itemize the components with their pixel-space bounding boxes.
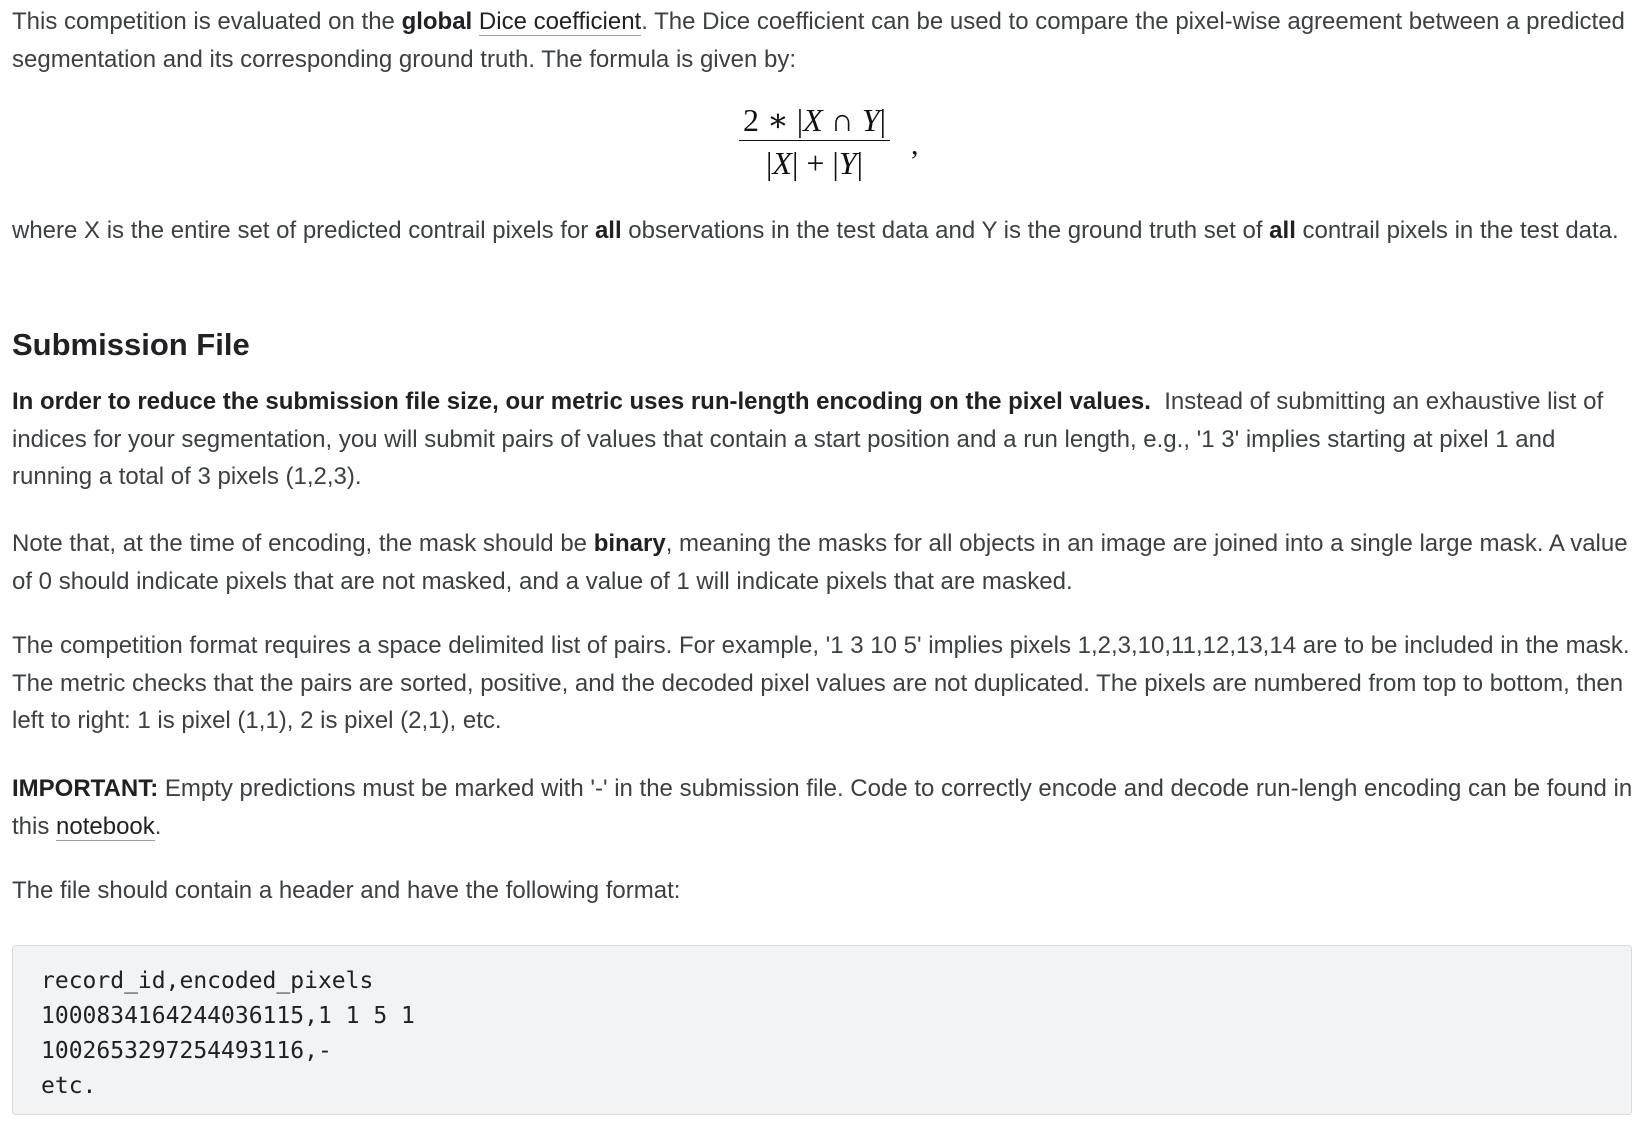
rle-paragraph [12,383,1634,496]
formula-fraction [739,100,890,183]
important-label: IMPORTANT: [12,775,159,802]
formula-num-coef: 2 ∗ | [743,102,804,138]
rle-text: Instead of submitting an exhaustive list of indices for your segmentation, you will submit pairs of values that contain a start position and a run length, e.g., '1 3' implies starting at pixel 1 and running a total of 3 pixels (1,2,3). [12,388,1604,490]
code-line: record_id,encoded_pixels [41,968,374,994]
formula-num-x: X [803,102,823,138]
format-paragraph: The competition format requires a space delimited list of pairs. For example, '1 3 10 5' implies pixels 1,2,3,10,11,12,13,14 are to be included in the mask. The metric checks that the pairs are sorted, positive, and the decoded pixel values are not duplicated. The pixels are numbered from top to bottom, then left to right: 1 is pixel (1,1), 2 is pixel (2,1), etc. [12,632,1630,734]
code-line: etc. [41,1073,97,1099]
binary-mask-paragraph [12,525,1634,600]
formula-comma: , [911,128,919,161]
where-paragraph [12,212,1619,250]
formula-den-x: X [772,145,792,181]
rle-bold-lead: In order to reduce the submission file size, our metric uses run-length encoding on the pixel values. [12,388,1151,415]
important-paragraph [12,770,1634,845]
where-bold-all-2: all [1269,217,1296,244]
formula-den-open: | [766,145,773,181]
formula-num-y: Y [861,102,880,138]
notebook-link[interactable]: notebook [56,812,155,840]
where-bold-all-1: all [594,217,622,244]
header-format-paragraph: The file should contain a header and have the following format: [12,877,681,904]
dice-formula [739,100,919,190]
important-text-2: . [154,812,162,840]
dice-coefficient-link[interactable]: Dice coefficient [478,8,642,35]
code-block [12,945,1632,1115]
intro-text-1: This competition is evaluated on the [12,8,402,35]
formula-num-op: ∩ [822,102,862,138]
intro-paragraph [12,3,1634,78]
formula-den-close: | [856,145,864,181]
where-text-2: observations in the test data and Y is the ground truth set of [621,217,1270,244]
formula-den-mid: | + | [791,145,839,181]
formula-denominator [739,141,890,183]
where-text-1: where X is the entire set of predicted contrail pixels for [12,217,595,244]
note-text-2: , meaning the masks for all objects in an image are joined into a single large mask. A value of 0 should indicate pixels that are not masked, and a value of 1 will indicate pixels that are masked. [12,530,1628,595]
submission-file-heading: Submission File [12,327,250,362]
important-text-1: Empty predictions must be marked with '-' in the submission file. Code to correctly encode and decode run-lengh encoding can be found in this [12,775,1633,840]
code-line: 1000834164244036115,1 1 5 1 [41,1003,415,1029]
intro-text-2: . The Dice coefficient can be used to compare the pixel-wise agreement between a predicted segmentation and its corresponding ground truth. The formula is given by: [12,8,1625,73]
intro-text-space [472,8,479,35]
formula-num-end: | [879,102,887,138]
note-text-1: Note that, at the time of encoding, the mask should be [12,530,594,557]
code-line: 1002653297254493116,- [41,1038,332,1064]
where-text-3: contrail pixels in the test data. [1295,217,1619,244]
formula-numerator [739,100,890,140]
formula-den-y: Y [838,145,857,181]
note-bold-binary: binary [593,530,666,557]
intro-bold-global: global [401,8,473,35]
code-sample [41,964,1603,1104]
